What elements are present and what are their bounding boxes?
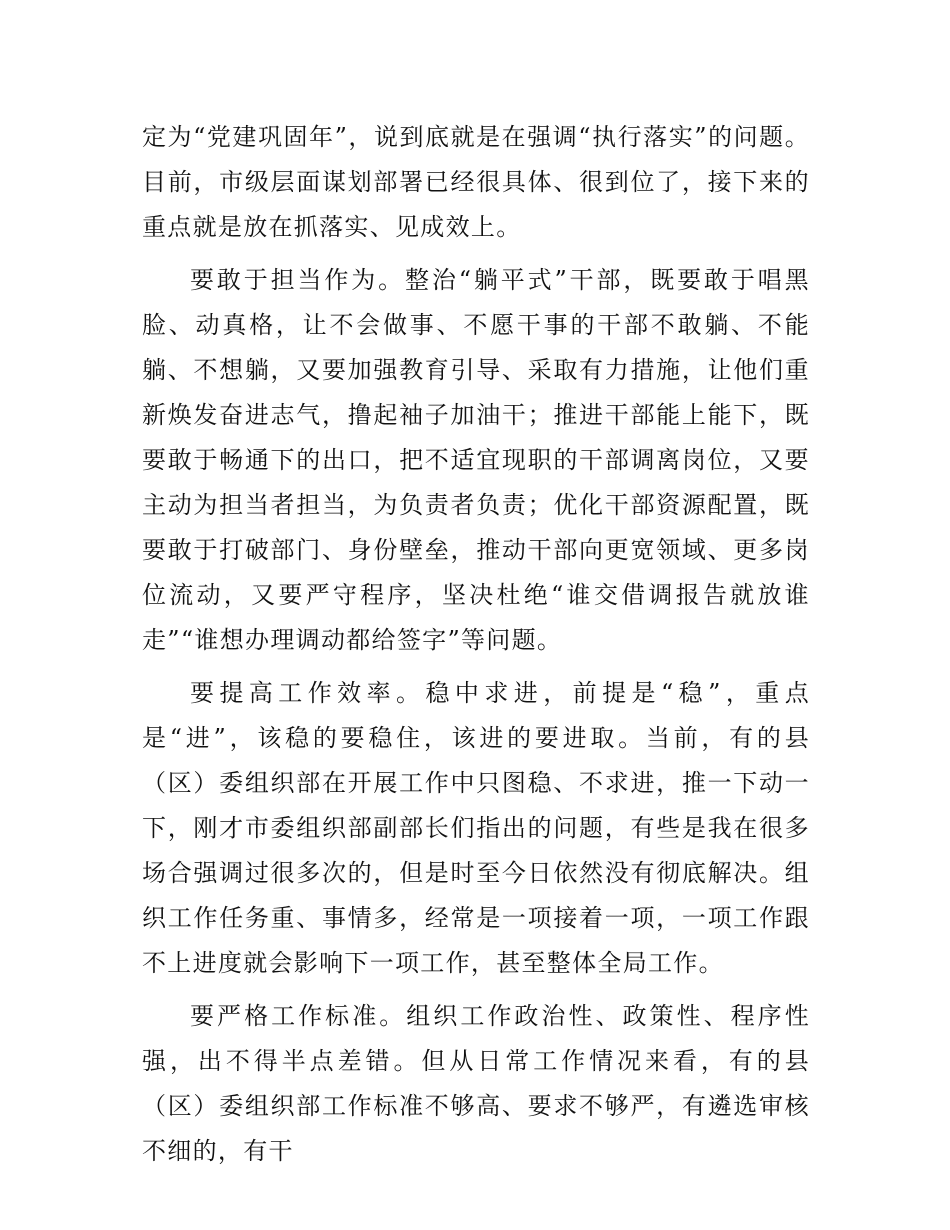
paragraph-work-standards: 要严格工作标准。组织工作政治性、政策性、程序性强，出不得半点差错。但从日常工作情况来看，有的县（区）委组织部工作标准不够高、要求不够严，有遴选审核不细的，有干 <box>142 1002 810 1165</box>
paragraph-continuation: 定为“党建巩固年”，说到底就是在强调“执行落实”的问题。目前，市级层面谋划部署已经很具体、很到位了，接下来的重点就是放在抓落实、见成效上。 <box>142 123 810 241</box>
paragraph-work-efficiency: 要提高工作效率。稳中求进，前提是“稳”，重点是“进”，该稳的要稳住，该进的要进取。当前，有的县（区）委组织部在开展工作中只图稳、不求进，推一下动一下，刚才市委组织部副部长们指出的问题，有些是我在很多场合强调过很多次的，但是时至今日依然没有彻底解决。组织工作任务重、事情多，经常是一项接着一项，一项工作跟不上进度就会影响下一项工作，甚至整体全局工作。 <box>142 679 810 977</box>
paragraph-courage-responsibility: 要敢于担当作为。整治“躺平式”干部，既要敢于唱黑脸、动真格，让不会做事、不愿干事的干部不敢躺、不能躺、不想躺，又要加强教育引导、采取有力措施，让他们重新焕发奋进志气，撸起袖子加油干；推进干部能上能下，既要敢于畅通下的出口，把不适宜现职的干部调离岗位，又要主动为担当者担当，为负责者负责；优化干部资源配置，既要敢于打破部门、身份壁垒，推动干部向更宽领域、更多岗位流动，又要严守程序，坚决杜绝“谁交借调报告就放谁走”“谁想办理调动都给签字”等问题。 <box>142 266 810 654</box>
document-body <box>142 115 810 1182</box>
